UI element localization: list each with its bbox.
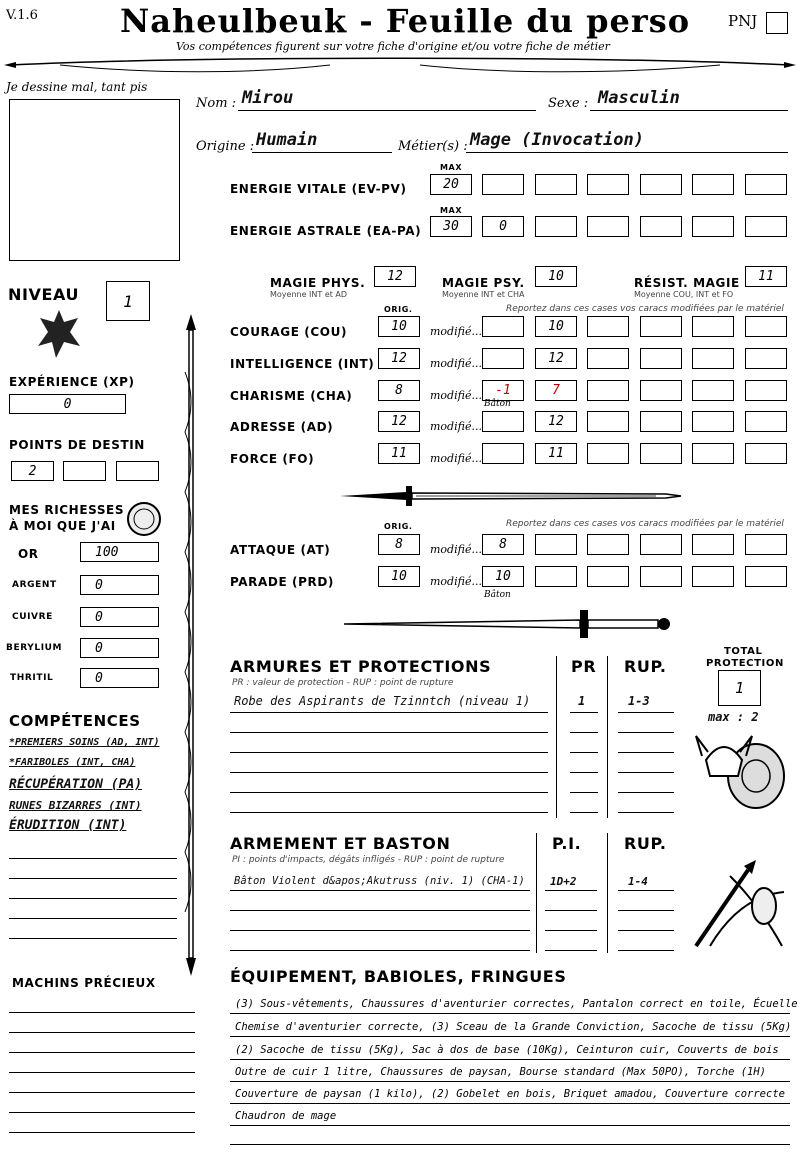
money-box[interactable]: 0 (80, 638, 159, 658)
xp-label: EXPÉRIENCE (XP) (9, 375, 135, 389)
ea-box[interactable] (587, 216, 629, 237)
max-protection: max : 2 (708, 710, 759, 724)
armure-item-rup[interactable]: 1-3 (628, 694, 650, 708)
richesses-label-1: MES RICHESSES (9, 503, 125, 517)
ev-box[interactable] (745, 174, 787, 195)
nom-value[interactable]: Mirou (242, 88, 294, 108)
at-modif-label: modifié... (430, 543, 482, 556)
money-label: CUIVRE (12, 612, 53, 622)
stat-box[interactable] (745, 348, 787, 369)
niveau-label: NIVEAU (8, 285, 80, 304)
origine-value[interactable]: Humain (256, 130, 318, 150)
shield-helmet-icon (694, 726, 786, 812)
armure-item-name[interactable]: Robe des Aspirants de Tzinntch (niveau 1) (234, 694, 531, 708)
resist-magie-note: Moyenne COU, INT et FO (634, 290, 734, 299)
competence-item[interactable]: RUNES BIZARRES (INT) (9, 799, 142, 812)
ev-box[interactable] (587, 174, 629, 195)
stat-label: INTELLIGENCE (INT) (230, 357, 375, 371)
magie-psy-box[interactable]: 10 (535, 266, 577, 287)
combat-report-note: Reportez dans ces cases vos caracs modifiées par le matériel (506, 519, 784, 529)
ev-box[interactable] (535, 174, 577, 195)
equipement-line[interactable]: Couverture de paysan (1 kilo), (2) Gobelet en bois, Briquet amadou, Couverture correcte (235, 1088, 785, 1100)
at-box[interactable] (640, 534, 682, 555)
metier-value[interactable]: Mage (Invocation) (470, 130, 644, 150)
destin-box[interactable] (63, 461, 106, 481)
ea-max-box[interactable]: 30 (430, 216, 472, 237)
equipement-line[interactable]: Chemise d'aventurier correcte, (3) Sceau de la Grande Conviction, Sacoche de tissu (5Kg) (235, 1021, 792, 1033)
ea-box[interactable] (535, 216, 577, 237)
armure-item-pr[interactable]: 1 (578, 694, 586, 708)
magie-psy-label: MAGIE PSY. (442, 276, 525, 290)
money-label: ARGENT (12, 580, 57, 590)
stat-box[interactable] (692, 348, 734, 369)
ea-label: ENERGIE ASTRALE (EA-PA) (230, 224, 422, 238)
at-box[interactable] (535, 534, 577, 555)
stat-box[interactable] (640, 380, 682, 401)
ev-max-label: MAX (440, 163, 463, 172)
equipement-line[interactable]: Outre de cuir 1 litre, Chaussures de paysan, Bourse standard (Max 50PO), Torche (1H) (235, 1066, 767, 1078)
at-box[interactable] (745, 534, 787, 555)
total-protection-box[interactable]: 1 (718, 670, 761, 706)
stat-orig-box[interactable]: 10 (378, 316, 420, 337)
nom-label: Nom : (196, 96, 237, 111)
pnj-label: PNJ (728, 12, 758, 30)
ev-box[interactable] (482, 174, 524, 195)
money-label: THRITIL (10, 673, 54, 683)
stat-modif-label: modifié... (430, 420, 482, 433)
equipement-line[interactable]: Chaudron de mage (235, 1110, 337, 1122)
money-box[interactable]: 0 (80, 668, 159, 688)
pi-label: P.I. (552, 834, 582, 853)
stat-modif-label: modifié... (430, 357, 482, 370)
portrait-label: Je dessine mal, tant pis (6, 80, 148, 94)
prd-label: PARADE (PRD) (230, 575, 335, 589)
dragon-icon (34, 306, 84, 362)
destin-box[interactable] (116, 461, 159, 481)
ea-current-box[interactable]: 0 (482, 216, 524, 237)
prd-modif-label: modifié... (430, 575, 482, 588)
stat-box[interactable] (745, 380, 787, 401)
resist-magie-box[interactable]: 11 (745, 266, 787, 287)
arme-item-rup[interactable]: 1-4 (628, 875, 648, 888)
stat-m2-box[interactable]: 10 (535, 316, 577, 337)
money-label: OR (18, 547, 39, 561)
magie-phys-note: Moyenne INT et AD (270, 290, 348, 299)
ev-label: ENERGIE VITALE (EV-PV) (230, 182, 407, 196)
money-box[interactable]: 0 (80, 575, 159, 595)
armement-title: ARMEMENT ET BASTON (230, 834, 451, 853)
stat-modif-label: modifié... (430, 389, 482, 402)
stat-box[interactable] (640, 316, 682, 337)
stat-box[interactable] (692, 316, 734, 337)
stat-box[interactable] (745, 443, 787, 464)
page-title: Naheulbeuk - Feuille du perso (120, 2, 691, 40)
sword-illustration (340, 606, 680, 642)
stat-m2-box[interactable]: 12 (535, 348, 577, 369)
stat-label: FORCE (FO) (230, 452, 315, 466)
equipement-title: ÉQUIPEMENT, BABIOLES, FRINGUES (230, 967, 567, 986)
at-m1-box[interactable]: 8 (482, 534, 524, 555)
armures-rup-label: RUP. (624, 657, 667, 676)
stat-box[interactable] (587, 316, 629, 337)
armement-note: PI : points d'impacts, dégâts infligés - RUP : point de rupture (232, 855, 505, 865)
at-orig-box[interactable]: 8 (378, 534, 420, 555)
arme-item-name[interactable]: Bâton Violent d&apos;Akutruss (niv. 1) (CHA-1) (234, 875, 525, 887)
stat-orig-box[interactable]: 8 (378, 380, 420, 401)
money-label: BERYLIUM (6, 643, 63, 653)
money-box[interactable]: 0 (80, 607, 159, 627)
stat-m1-box[interactable]: -1 (482, 380, 524, 401)
stat-box[interactable] (587, 443, 629, 464)
resist-magie-label: RÉSIST. MAGIE (634, 276, 740, 290)
stat-box[interactable] (745, 411, 787, 432)
stat-orig-box[interactable]: 11 (378, 443, 420, 464)
weapons-icon (690, 856, 790, 952)
pnj-checkbox[interactable] (766, 12, 788, 34)
prd-m1-box[interactable]: 10 (482, 566, 524, 587)
xp-box[interactable]: 0 (9, 394, 126, 414)
sexe-value[interactable]: Masculin (598, 88, 680, 108)
stat-box[interactable] (587, 380, 629, 401)
total-protection-label-2: PROTECTION (706, 658, 784, 669)
ea-box[interactable] (640, 216, 682, 237)
at-box[interactable] (692, 534, 734, 555)
pr-label: PR (571, 657, 597, 676)
ea-box[interactable] (692, 216, 734, 237)
stat-box[interactable] (640, 443, 682, 464)
stat-box[interactable] (692, 443, 734, 464)
stat-box[interactable] (640, 348, 682, 369)
stat-box[interactable] (587, 348, 629, 369)
stat-box[interactable] (692, 380, 734, 401)
magie-phys-box[interactable]: 12 (374, 266, 416, 287)
header-ornament (0, 52, 800, 78)
ev-box[interactable] (692, 174, 734, 195)
stat-label: CHARISME (CHA) (230, 389, 353, 403)
prd-box[interactable] (535, 566, 577, 587)
competence-item[interactable]: RÉCUPÉRATION (PA) (9, 777, 143, 792)
portrait-box[interactable] (9, 99, 180, 261)
origine-label: Origine : (196, 139, 255, 154)
stat-m1-box[interactable] (482, 411, 524, 432)
stat-label: ADRESSE (AD) (230, 420, 334, 434)
sexe-label: Sexe : (548, 96, 589, 111)
competences-label: COMPÉTENCES (9, 712, 141, 730)
stat-m1-box[interactable] (482, 316, 524, 337)
sword-illustration (336, 478, 686, 514)
richesses-label-2: À MOI QUE J'AI (9, 519, 116, 533)
stat-m2-box[interactable]: 11 (535, 443, 577, 464)
prd-box[interactable] (640, 566, 682, 587)
metier-label: Métier(s) : (398, 139, 468, 154)
stat-m2-box[interactable]: 7 (535, 380, 577, 401)
coin-icon (124, 500, 164, 538)
stat-orig-box[interactable]: 12 (378, 411, 420, 432)
competence-item[interactable]: *FARIBOLES (INT, CHA) (9, 757, 136, 768)
magie-psy-note: Moyenne INT et CHA (442, 290, 525, 299)
competence-item[interactable]: *PREMIERS SOINS (AD, INT) (9, 737, 160, 748)
destin-box[interactable]: 2 (11, 461, 54, 481)
prd-note: Bâton (484, 590, 511, 600)
prd-orig-box[interactable]: 10 (378, 566, 420, 587)
armures-title: ARMURES ET PROTECTIONS (230, 657, 492, 676)
stat-modif-label: modifié... (430, 452, 482, 465)
ea-box[interactable] (745, 216, 787, 237)
equipement-line[interactable]: (2) Sacoche de tissu (5Kg), Sac à dos de base (10Kg), Ceinturon cuir, Couverts de bois (235, 1044, 779, 1056)
stat-orig-box[interactable]: 12 (378, 348, 420, 369)
at-label: ATTAQUE (AT) (230, 543, 331, 557)
at-box[interactable] (587, 534, 629, 555)
subtitle: Vos compétences figurent sur votre fiche d'origine et/ou votre fiche de métier (176, 40, 610, 53)
ev-max-box[interactable]: 20 (430, 174, 472, 195)
magie-phys-label: MAGIE PHYS. (270, 276, 366, 290)
ea-max-label: MAX (440, 206, 463, 215)
armures-note: PR : valeur de protection - RUP : point de rupture (232, 678, 454, 688)
stat-box[interactable] (692, 411, 734, 432)
niveau-box[interactable]: 1 (106, 281, 150, 321)
stat-m1-box[interactable] (482, 348, 524, 369)
competence-item[interactable]: ÉRUDITION (INT) (9, 818, 127, 833)
destin-label: POINTS DE DESTIN (9, 438, 145, 452)
stat-m1-box[interactable] (482, 443, 524, 464)
stat-box[interactable] (587, 411, 629, 432)
stat-box[interactable] (640, 411, 682, 432)
prd-box[interactable] (692, 566, 734, 587)
cha-note: Bâton (484, 399, 511, 409)
prd-box[interactable] (587, 566, 629, 587)
staff-illustration (180, 312, 202, 978)
stat-modif-label: modifié... (430, 325, 482, 338)
stat-box[interactable] (745, 316, 787, 337)
stat-m2-box[interactable]: 12 (535, 411, 577, 432)
arme-item-pi[interactable]: 1D+2 (550, 875, 577, 888)
machins-label: MACHINS PRÉCIEUX (12, 976, 156, 990)
money-box[interactable]: 100 (80, 542, 159, 562)
stat-label: COURAGE (COU) (230, 325, 348, 339)
ev-box[interactable] (640, 174, 682, 195)
combat-orig-label: ORIG. (384, 522, 413, 531)
equipement-line[interactable]: (3) Sous-vêtements, Chaussures d'aventurier correctes, Pantalon correct en toile, Écuelle (235, 998, 798, 1010)
armement-rup-label: RUP. (624, 834, 667, 853)
prd-box[interactable] (745, 566, 787, 587)
stats-report-note: Reportez dans ces cases vos caracs modifiées par le matériel (506, 304, 784, 314)
total-protection-label-1: TOTAL (724, 646, 763, 657)
stats-orig-label: ORIG. (384, 305, 413, 314)
version: V.1.6 (6, 8, 38, 23)
